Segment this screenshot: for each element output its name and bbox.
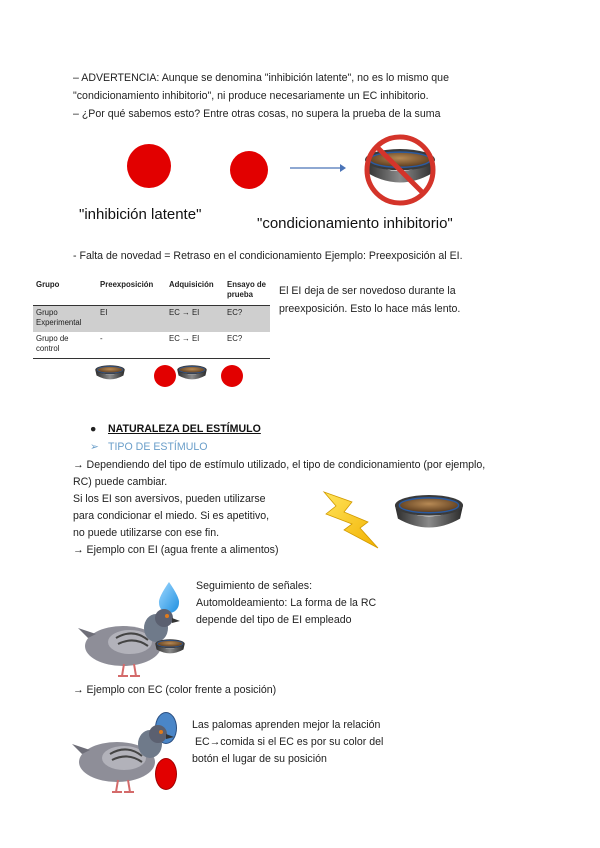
table-header: Preexposición: [100, 280, 154, 289]
subsection-title: TIPO DE ESTÍMULO: [108, 441, 208, 453]
arrow-icon: [288, 162, 348, 174]
table-row: [33, 332, 270, 359]
warning-line-1: – ADVERTENCIA: Aunque se denomina "inhibición latente", no es lo mismo que: [73, 72, 449, 84]
table-cell: EC?: [227, 308, 243, 317]
table-cell: -: [100, 334, 103, 343]
warning-line-2: "condicionamiento inhibitorio", ni produce necesariamente un EC inhibitorio.: [73, 90, 429, 102]
red-circle-icon: [221, 365, 243, 387]
paragraph-line: → Ejemplo con EI (agua frente a alimentos): [73, 544, 279, 556]
bullet-dot-icon: ●: [90, 423, 97, 435]
example1-caption-line: Automoldeamiento: La forma de la RC: [196, 597, 377, 609]
table-header: Ensayo de prueba: [227, 280, 266, 299]
table-note-line-2: preexposición. Esto lo hace más lento.: [279, 303, 461, 315]
example1-caption-line: depende del tipo de EI empleado: [196, 614, 352, 626]
lightning-bolt-icon: [318, 488, 380, 550]
table-cell: EC → EI: [169, 334, 200, 343]
label-condicionamiento-inhibitorio: "condicionamiento inhibitorio": [257, 215, 453, 232]
red-circle-icon: [230, 151, 268, 189]
red-circle-icon: [127, 144, 171, 188]
table-note-line-1: El EI deja de ser novedoso durante la: [279, 285, 456, 297]
table-header: Grupo: [36, 280, 60, 289]
example2-title: → Ejemplo con EC (color frente a posición): [73, 684, 277, 696]
experiment-table: [33, 278, 270, 359]
question-line: – ¿Por qué sabemos esto? Entre otras cosas, no supera la prueba de la suma: [73, 108, 441, 120]
section-title: NATURALEZA DEL ESTÍMULO: [108, 423, 261, 435]
food-bowl-icon: [94, 364, 126, 386]
paragraph-line: RC) puede cambiar.: [73, 476, 168, 488]
table-cell: EC?: [227, 334, 243, 343]
paragraph-line: Si los EI son aversivos, pueden utilizarse: [73, 493, 266, 505]
table-cell: Grupo de control: [36, 334, 69, 353]
example2-caption-line: botón el lugar de su posición: [192, 753, 327, 765]
food-bowl-icon: [392, 492, 466, 540]
table-cell: Grupo Experimental: [36, 308, 82, 327]
red-circle-icon: [154, 365, 176, 387]
table-cell: EC → EI: [169, 308, 200, 317]
paragraph-line: para condicionar el miedo. Si es apetitivo,: [73, 510, 270, 522]
food-bowl-icon: [154, 638, 186, 660]
table-header: Adquisición: [169, 280, 214, 289]
paragraph-line: no puede utilizarse con ese fin.: [73, 527, 220, 539]
label-inhibicion-latente: "inhibición latente": [79, 206, 202, 223]
table-header-row: [33, 278, 270, 306]
novelty-line: - Falta de novedad = Retraso en el condicionamiento Ejemplo: Preexposición al EI.: [73, 250, 463, 262]
no-food-bowl-icon: [360, 132, 440, 208]
food-bowl-icon: [176, 364, 208, 386]
example2-caption-line: Las palomas aprenden mejor la relación: [192, 719, 381, 731]
arrow-bullet-icon: ➢: [90, 441, 99, 453]
paragraph-line: → Dependiendo del tipo de estímulo utilizado, el tipo de condicionamiento (por ejemplo,: [73, 459, 486, 471]
example2-caption-line: EC→comida si el EC es por su color del: [192, 736, 384, 748]
pigeon-image: [72, 714, 178, 796]
example1-caption-line: Seguimiento de señales:: [196, 580, 313, 592]
table-cell: EI: [100, 308, 108, 317]
table-row: [33, 306, 270, 333]
